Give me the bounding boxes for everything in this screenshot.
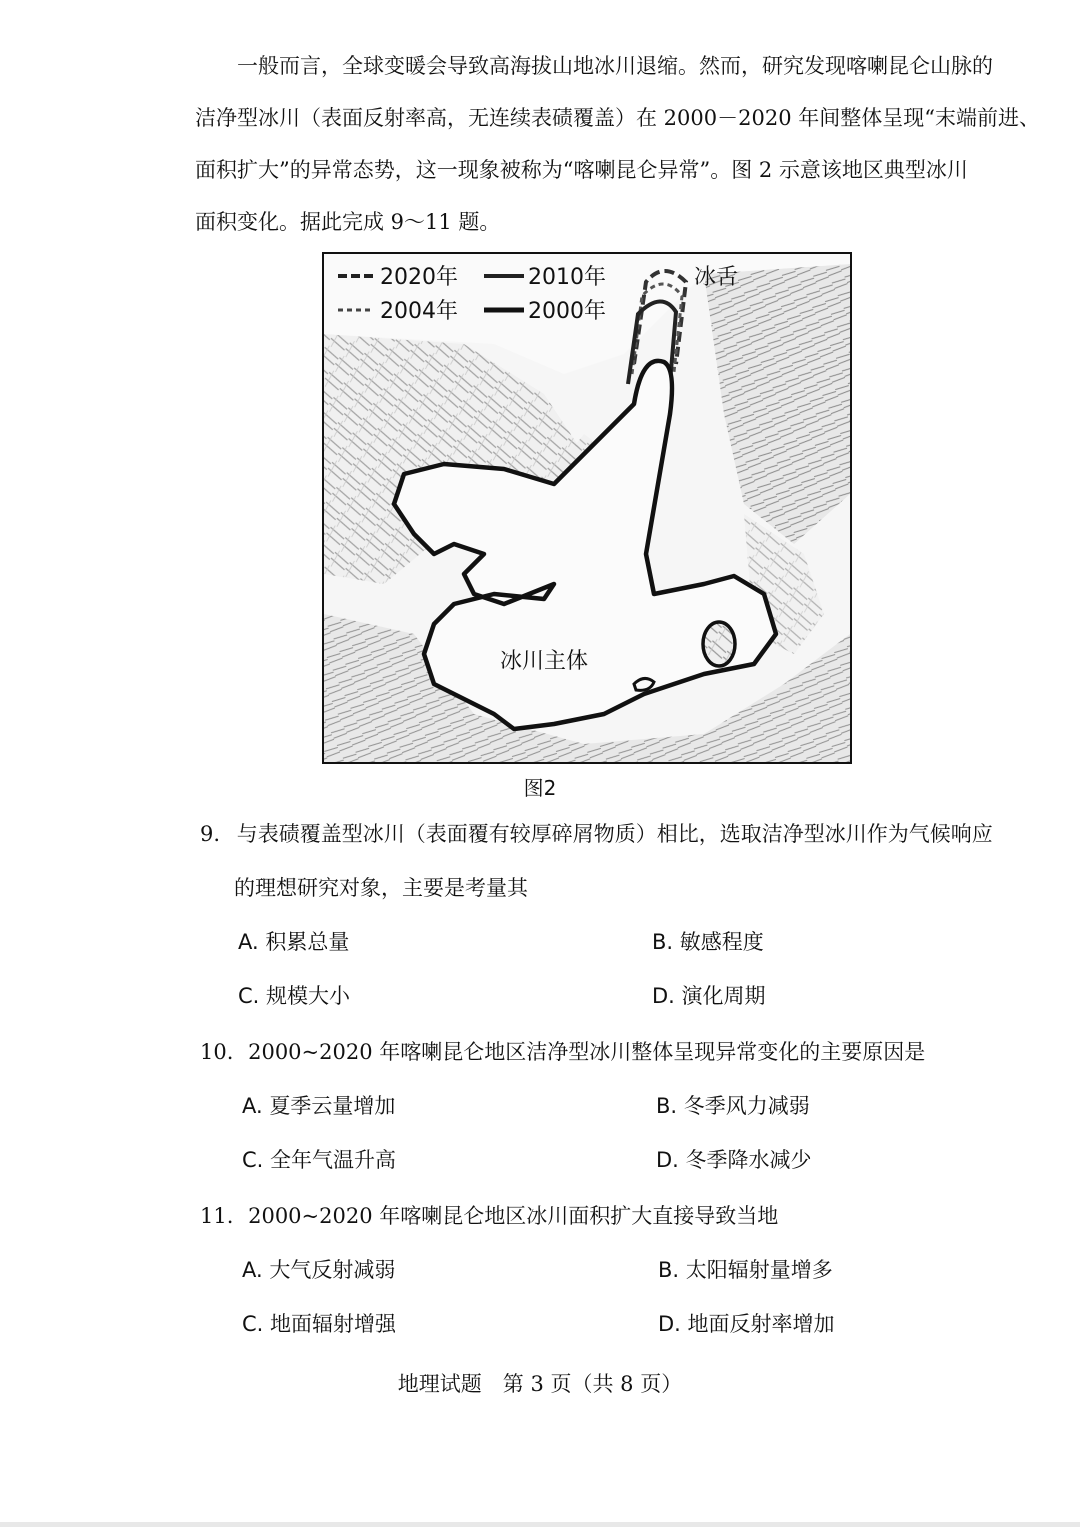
page-bottom-edge [0,1522,1080,1527]
page-footer: 地理试题 第 3 页（共 8 页） [397,1372,683,1396]
question-9-option-d[interactable]: D. 演化周期 [652,984,766,1008]
question-9-stem-text-1: 与表碛覆盖型冰川（表面覆有较厚碎屑物质）相比，选取洁净型冰川作为气候响应 [236,822,993,846]
glacier-figure [322,252,852,764]
intro-paragraph [195,40,1040,248]
legend-label-2010: 2010年 [528,265,606,290]
question-9-number: 9. [200,822,221,846]
tongue-label: 冰舌 [694,265,739,290]
question-10-option-b[interactable]: B. 冬季风力减弱 [656,1094,810,1118]
legend-label-2004: 2004年 [380,299,458,324]
glacier-body-label: 冰川主体 [500,649,589,674]
question-9-stem-line-2: 的理想研究对象，主要是考量其 [234,876,528,900]
question-9-stem-line-1 [200,818,993,848]
question-10-option-c[interactable]: C. 全年气温升高 [242,1148,397,1172]
legend-label-2020: 2020年 [380,265,458,290]
question-11-option-a[interactable]: A. 大气反射减弱 [242,1258,396,1282]
glacier-map [324,254,850,762]
question-10-stem-text: 2000~2020 年喀喇昆仑地区洁净型冰川整体呈现异常变化的主要原因是 [248,1040,926,1064]
question-11-stem-text: 2000~2020 年喀喇昆仑地区冰川面积扩大直接导致当地 [248,1204,779,1228]
figure-caption: 图2 [523,776,557,800]
legend-label-2000: 2000年 [528,299,606,324]
question-10-option-d[interactable]: D. 冬季降水减少 [656,1148,812,1172]
question-10-number: 10. [200,1040,234,1064]
intro-line-4: 面积变化。据此完成 9～11 题。 [195,210,501,234]
question-11-option-c[interactable]: C. 地面辐射增强 [242,1312,397,1336]
question-10-option-a[interactable]: A. 夏季云量增加 [242,1094,396,1118]
question-11-number: 11. [200,1204,234,1228]
question-11-stem [200,1200,778,1230]
question-9-option-a[interactable]: A. 积累总量 [238,930,350,954]
question-11-option-d[interactable]: D. 地面反射率增加 [658,1312,835,1336]
question-9-option-c[interactable]: C. 规模大小 [238,984,351,1008]
question-11-option-b[interactable]: B. 太阳辐射量增多 [658,1258,833,1282]
question-9-option-b[interactable]: B. 敏感程度 [652,930,764,954]
nunatak [703,622,735,666]
intro-line-1: 一般而言，全球变暖会导致高海拔山地冰川退缩。然而，研究发现喀喇昆仑山脉的 [237,54,993,78]
intro-line-2: 洁净型冰川（表面反射率高，无连续表碛覆盖）在 2000－2020 年间整体呈现“末端前进、 [195,106,1040,130]
question-10-stem [200,1036,925,1066]
intro-line-3: 面积扩大”的异常态势，这一现象被称为“喀喇昆仑异常”。图 2 示意该地区典型冰川 [195,158,968,182]
